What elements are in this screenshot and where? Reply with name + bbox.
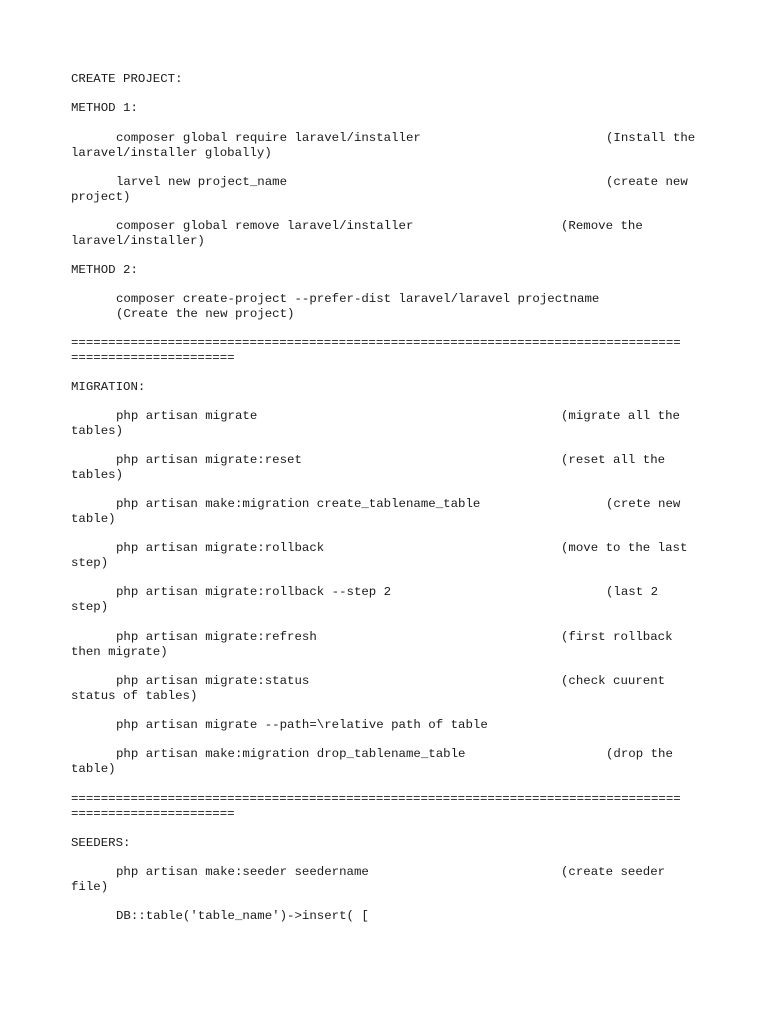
- command-description-continued: table): [71, 762, 116, 776]
- command-description-continued: step): [71, 600, 109, 614]
- command-description: (Create the new project): [116, 307, 295, 321]
- command-description-continued: laravel/installer globally): [71, 146, 272, 160]
- command-description-continued: project): [71, 190, 131, 204]
- command-text: php artisan migrate:reset: [116, 453, 302, 467]
- command-description: (create seeder: [561, 865, 666, 879]
- command-description: (first rollback: [561, 630, 673, 644]
- command-description-continued: then migrate): [71, 645, 168, 659]
- command-text: php artisan migrate: [116, 409, 258, 423]
- command-description-continued: laravel/installer): [71, 234, 205, 248]
- command-text: php artisan migrate --path=\relative path of table: [116, 718, 488, 732]
- command-text: php artisan make:migration create_tablename_table: [116, 497, 481, 511]
- separator-line: ==================================================================================: [71, 792, 681, 806]
- command-text: php artisan migrate:status: [116, 674, 310, 688]
- command-description-continued: step): [71, 556, 109, 570]
- section-heading-migration: MIGRATION:: [71, 380, 146, 394]
- separator-line: ==================================================================================: [71, 336, 681, 350]
- section-heading-seeders: SEEDERS:: [71, 836, 131, 850]
- command-text: composer global require laravel/installer: [116, 131, 421, 145]
- command-description-continued: tables): [71, 468, 124, 482]
- method-2-heading: METHOD 2:: [71, 263, 138, 277]
- command-description: (Remove the: [561, 219, 643, 233]
- command-description: (drop the: [606, 747, 673, 761]
- method-1-heading: METHOD 1:: [71, 101, 138, 115]
- command-description-continued: table): [71, 512, 116, 526]
- separator-line: ======================: [71, 351, 235, 365]
- command-text: php artisan make:migration drop_tablename_table: [116, 747, 466, 761]
- command-text: php artisan migrate:rollback --step 2: [116, 585, 392, 599]
- command-description: (migrate all the: [561, 409, 680, 423]
- command-description-continued: status of tables): [71, 689, 198, 703]
- section-heading-create-project: CREATE PROJECT:: [71, 72, 183, 86]
- command-text: php artisan migrate:refresh: [116, 630, 317, 644]
- command-text: php artisan make:seeder seedername: [116, 865, 369, 879]
- command-text: DB::table('table_name')->insert( [: [116, 909, 369, 923]
- command-description: (Install the: [606, 131, 696, 145]
- command-description: (crete new: [606, 497, 681, 511]
- command-description-continued: file): [71, 880, 109, 894]
- command-text: composer global remove laravel/installer: [116, 219, 414, 233]
- command-description: (last 2: [606, 585, 659, 599]
- command-description: (create new: [606, 175, 688, 189]
- separator-line: ======================: [71, 807, 235, 821]
- command-description-continued: tables): [71, 424, 124, 438]
- command-text: larvel new project_name: [116, 175, 288, 189]
- command-text: php artisan migrate:rollback: [116, 541, 325, 555]
- command-description: (move to the last: [561, 541, 688, 555]
- command-description: (reset all the: [561, 453, 666, 467]
- command-description: (check cuurent: [561, 674, 666, 688]
- command-text: composer create-project --prefer-dist laravel/laravel projectname: [116, 292, 600, 306]
